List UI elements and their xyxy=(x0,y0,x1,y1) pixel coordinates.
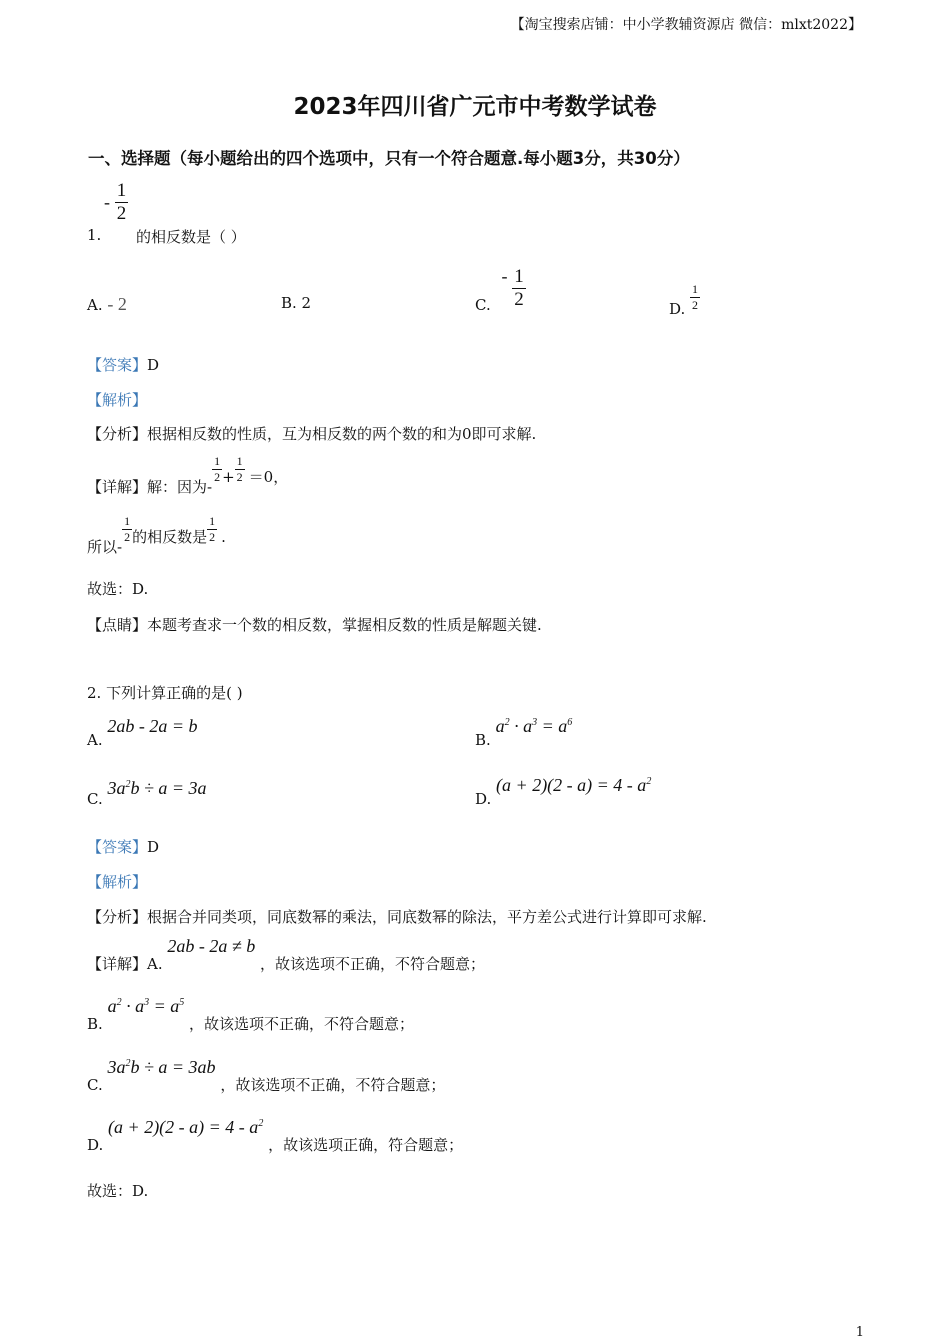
q1-answer: 【答案】D xyxy=(87,356,160,374)
page-title: 2023年四川省广元市中考数学试卷 xyxy=(293,94,657,120)
q2-analysis-tag: 【解析】 xyxy=(87,873,148,891)
q1-option-a: A. - 2 xyxy=(87,294,127,314)
q2-detail-a: 【详解】A. 2ab - 2a ≠ b ，故该选项不正确，不符合题意； xyxy=(87,936,486,973)
q2-fenxi: 【分析】根据合并同类项，同底数幂的乘法，同底数幂的除法，平方差公式进行计算即可求解. xyxy=(87,908,707,926)
q2-stem: 2. 下列计算正确的是( ) xyxy=(87,684,243,702)
q1-suoyi: 所以- $\frac{1}{2}$ 的相反数是 $\frac{1}{2}$ . xyxy=(87,514,226,556)
q1-guxuan: 故选：D. xyxy=(87,580,149,598)
q1-stem: 的相反数是（ ） xyxy=(136,228,246,246)
q1-option-c: C. - $\frac{1}{2}$ xyxy=(475,266,524,314)
section-title: 一、选择题（每小题给出的四个选项中，只有一个符合题意.每小题3分，共30分） xyxy=(88,149,690,168)
q1-analysis-tag: 【解析】 xyxy=(87,391,148,409)
page-number: 1 xyxy=(855,1325,864,1340)
q1-option-d: D. $\frac{1}{2}$ xyxy=(669,282,699,318)
q1-detail: 【详解】解：因为- $\frac{1}{2}$ + $\frac{1}{2}$ ＝0， xyxy=(87,454,289,496)
q2-guxuan: 故选：D. xyxy=(87,1182,149,1200)
q2-option-c: C. $3a^2b \div a = 3a$ xyxy=(87,778,207,808)
q1-fenxi: 【分析】根据相反数的性质，互为相反数的两个数的和为0即可求解. xyxy=(87,425,537,443)
q1-stem-fraction: - $\frac{1}{2}$ xyxy=(104,180,127,224)
q1-number: 1. xyxy=(87,226,102,244)
q2-option-a: A. 2ab - 2a = b xyxy=(87,716,198,749)
q1-option-b: B. 2 xyxy=(281,294,312,312)
q2-answer: 【答案】D xyxy=(87,838,160,856)
q2-detail-b: B. $a^2 \cdot a^3 = a^5$ ，故该选项不正确，不符合题意； xyxy=(87,996,415,1033)
q2-detail-c: C. $3a^2b \div a = 3ab$ ，故该选项不正确，不符合题意； xyxy=(87,1057,446,1094)
header-note: 【淘宝搜索店铺：中小学教辅资源店 微信：mlxt2022】 xyxy=(510,17,862,33)
q1-dianjing: 【点睛】本题考查求一个数的相反数，掌握相反数的性质是解题关键. xyxy=(87,616,542,634)
q2-option-d: D. $(a + 2)(2 - a) = 4 - a^2$ xyxy=(475,775,652,808)
q2-option-b: B. $a^2 \cdot a^3 = a^6$ xyxy=(475,716,573,749)
q2-detail-d: D. $(a + 2)(2 - a) = 4 - a^2$ ，故该选项正确，符合题意； xyxy=(87,1117,464,1154)
